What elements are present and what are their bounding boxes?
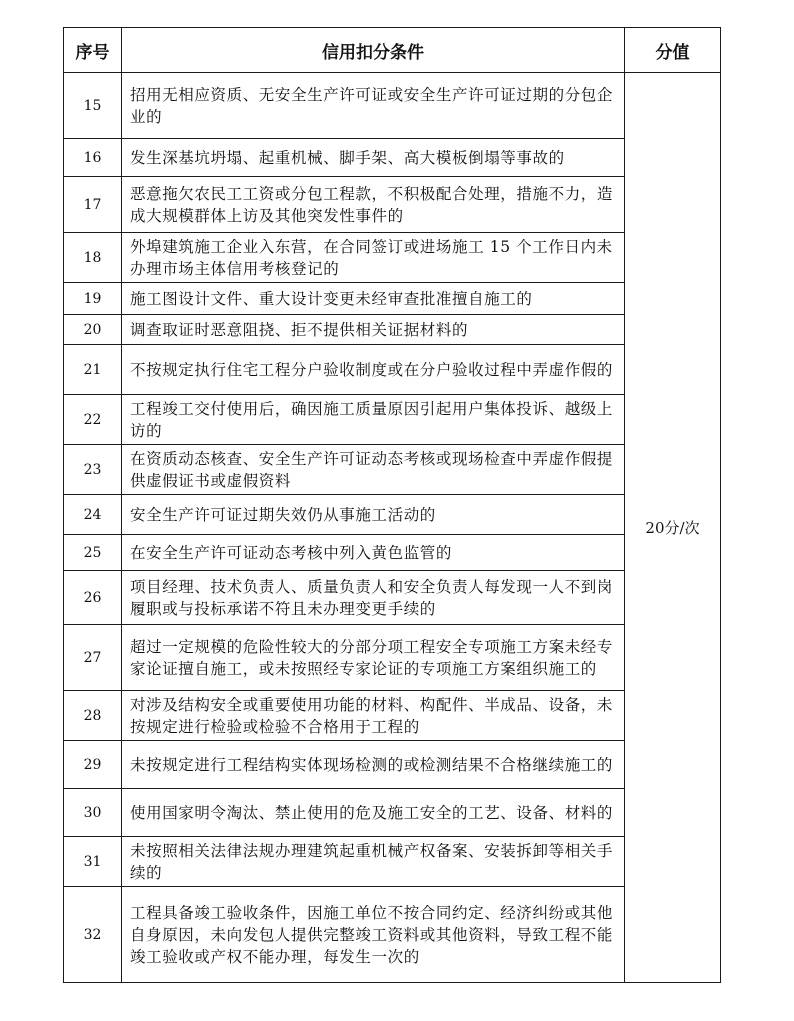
table-row: [64, 139, 721, 177]
table-row: [64, 741, 721, 789]
table-row: [64, 535, 721, 571]
row-condition: 对涉及结构安全或重要使用功能的材料、构配件、半成品、设备，未按规定进行检验或检验不合格用于工程的: [122, 691, 625, 741]
row-number: 29: [64, 741, 122, 789]
row-condition: 在安全生产许可证动态考核中列入黄色监管的: [122, 535, 625, 571]
row-number: 23: [64, 445, 122, 495]
row-condition: 安全生产许可证过期失效仍从事施工活动的: [122, 495, 625, 535]
row-condition: 招用无相应资质、无安全生产许可证或安全生产许可证过期的分包企业的: [122, 73, 625, 139]
row-condition: 发生深基坑坍塌、起重机械、脚手架、高大模板倒塌等事故的: [122, 139, 625, 177]
table-row: [64, 177, 721, 233]
row-number: 15: [64, 73, 122, 139]
table-row: [64, 887, 721, 983]
row-number: 28: [64, 691, 122, 741]
table-row: [64, 283, 721, 315]
row-condition: 调查取证时恶意阻挠、拒不提供相关证据材料的: [122, 315, 625, 345]
row-condition: 工程竣工交付使用后，确因施工质量原因引起用户集体投诉、越级上访的: [122, 395, 625, 445]
row-condition: 使用国家明令淘汰、禁止使用的危及施工安全的工艺、设备、材料的: [122, 789, 625, 837]
row-condition: 外埠建筑施工企业入东营，在合同签订或进场施工 15 个工作日内未办理市场主体信用考核登记的: [122, 233, 625, 283]
row-number: 32: [64, 887, 122, 983]
table-row: [64, 625, 721, 691]
table-row: [64, 837, 721, 887]
table-row: [64, 73, 721, 139]
header-score: 分值: [625, 28, 721, 73]
row-condition: 工程具备竣工验收条件，因施工单位不按合同约定、经济纠纷或其他自身原因，未向发包人提供完整竣工资料或其他资料，导致工程不能竣工验收或产权不能办理，每发生一次的: [122, 887, 625, 983]
row-number: 20: [64, 315, 122, 345]
row-number: 24: [64, 495, 122, 535]
table-row: [64, 495, 721, 535]
table-row: [64, 345, 721, 395]
row-condition: 恶意拖欠农民工工资或分包工程款，不积极配合处理，措施不力，造成大规模群体上访及其他突发性事件的: [122, 177, 625, 233]
header-row: [64, 28, 721, 73]
credit-deduction-table: [63, 27, 721, 983]
row-number: 30: [64, 789, 122, 837]
row-number: 27: [64, 625, 122, 691]
row-condition: 施工图设计文件、重大设计变更未经审查批准擅自施工的: [122, 283, 625, 315]
row-condition: 项目经理、技术负责人、质量负责人和安全负责人每发现一人不到岗履职或与投标承诺不符且未办理变更手续的: [122, 571, 625, 625]
row-number: 19: [64, 283, 122, 315]
header-no: 序号: [64, 28, 122, 73]
row-number: 17: [64, 177, 122, 233]
table-row: [64, 691, 721, 741]
row-number: 26: [64, 571, 122, 625]
table-row: [64, 571, 721, 625]
table-row: [64, 445, 721, 495]
table-row: [64, 315, 721, 345]
row-condition: 超过一定规模的危险性较大的分部分项工程安全专项施工方案未经专家论证擅自施工，或未按照经专家论证的专项施工方案组织施工的: [122, 625, 625, 691]
row-condition: 不按规定执行住宅工程分户验收制度或在分户验收过程中弄虚作假的: [122, 345, 625, 395]
table-row: [64, 233, 721, 283]
row-condition: 未按规定进行工程结构实体现场检测的或检测结果不合格继续施工的: [122, 741, 625, 789]
row-number: 18: [64, 233, 122, 283]
table-row: [64, 789, 721, 837]
header-condition: 信用扣分条件: [122, 28, 625, 73]
row-number: 16: [64, 139, 122, 177]
row-number: 31: [64, 837, 122, 887]
score-cell: 20分/次: [625, 73, 721, 983]
table-row: [64, 395, 721, 445]
row-condition: 未按照相关法律法规办理建筑起重机械产权备案、安装拆卸等相关手续的: [122, 837, 625, 887]
row-number: 22: [64, 395, 122, 445]
row-number: 25: [64, 535, 122, 571]
row-number: 21: [64, 345, 122, 395]
row-condition: 在资质动态核查、安全生产许可证动态考核或现场检查中弄虚作假提供虚假证书或虚假资料: [122, 445, 625, 495]
